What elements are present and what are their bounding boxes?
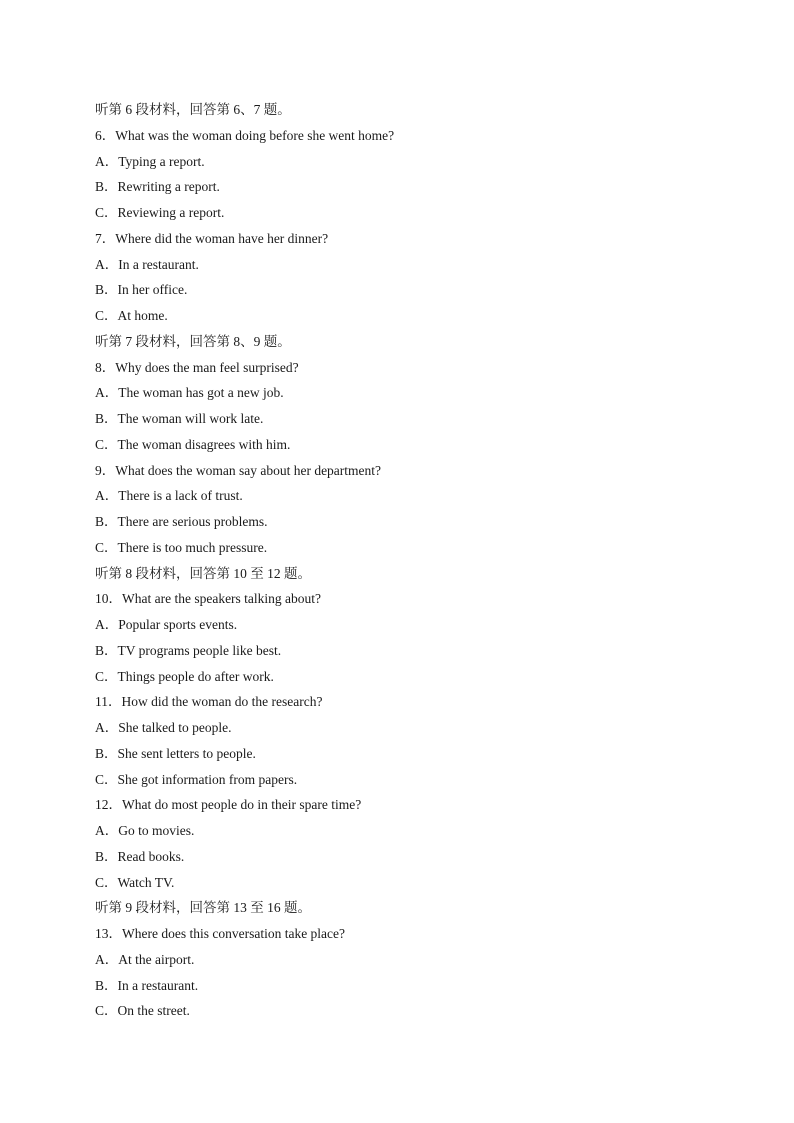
question-13: 13．Where does this conversation take place? — [95, 926, 346, 941]
question-13-option-a: A．At the airport. — [95, 951, 195, 967]
question-12-option-a: A．Go to movies. — [95, 823, 195, 838]
question-7-option-b: B．In her office. — [95, 282, 188, 298]
section-heading-8: 听第 8 段材料，回答第 10 至 12 题。 — [95, 565, 311, 581]
section-heading-6: 听第 6 段材料，回答第 6、7 题。 — [95, 102, 291, 117]
question-10-option-c: C．Things people do after work. — [95, 668, 274, 684]
question-6: 6．What was the woman doing before she went home? — [95, 127, 395, 143]
question-13-option-b: B．In a restaurant. — [95, 977, 199, 993]
question-12: 12．What do most people do in their spare time? — [95, 797, 362, 813]
question-10: 10．What are the speakers talking about? — [95, 591, 322, 607]
question-13-option-c: C．On the street. — [95, 1003, 190, 1019]
question-8-option-b: B．The woman will work late. — [95, 411, 264, 426]
question-9-option-c: C．There is too much pressure. — [95, 539, 268, 555]
question-6-option-a: A．Typing a report. — [95, 153, 205, 169]
question-8-option-a: A．The woman has got a new job. — [95, 385, 284, 401]
question-11-option-a: A．She talked to people. — [95, 720, 232, 735]
section-heading-7: 听第 7 段材料，回答第 8、9 题。 — [95, 333, 291, 349]
question-10-option-b: B．TV programs people like best. — [95, 642, 282, 658]
question-7: 7．Where did the woman have her dinner? — [95, 230, 329, 246]
question-12-option-c: C．Watch TV. — [95, 874, 175, 890]
question-7-option-c: C．At home. — [95, 308, 168, 323]
question-9: 9．What does the woman say about her department? — [95, 462, 382, 478]
question-11-option-b: B．She sent letters to people. — [95, 745, 256, 761]
document-page — [95, 97, 735, 1024]
question-7-option-a: A．In a restaurant. — [95, 256, 199, 272]
question-6-option-c: C．Reviewing a report. — [95, 205, 225, 220]
section-heading-9: 听第 9 段材料，回答第 13 至 16 题。 — [95, 900, 311, 916]
question-8-option-c: C．The woman disagrees with him. — [95, 436, 291, 452]
question-11-option-c: C．She got information from papers. — [95, 771, 298, 787]
question-10-option-a: A．Popular sports events. — [95, 617, 238, 632]
question-9-option-a: A．There is a lack of trust. — [95, 488, 243, 504]
question-11: 11．How did the woman do the research? — [95, 694, 323, 710]
question-6-option-b: B．Rewriting a report. — [95, 179, 220, 195]
question-12-option-b: B．Read books. — [95, 848, 185, 864]
question-8: 8．Why does the man feel surprised? — [95, 359, 299, 375]
question-9-option-b: B．There are serious problems. — [95, 514, 268, 529]
